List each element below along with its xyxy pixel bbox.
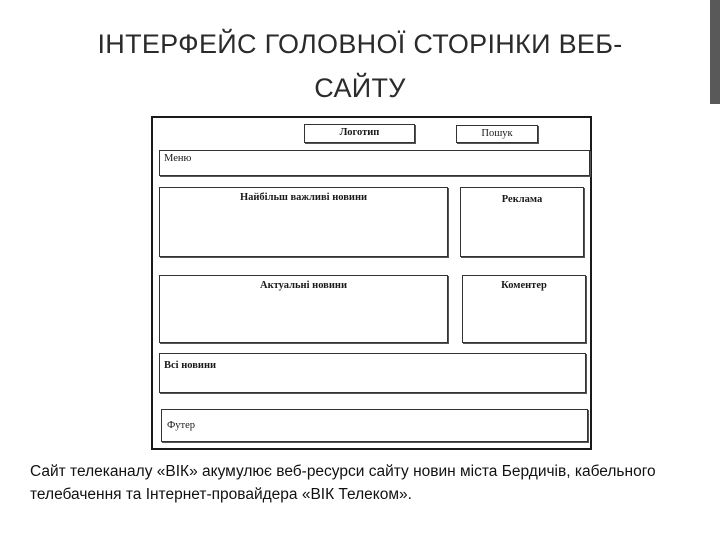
current-news-block-label: Актуальні новини [260, 280, 347, 291]
logo-block [304, 124, 415, 143]
top-news-block-label: Найбільш важливі новини [239, 192, 368, 203]
search-block-label: Пошук [481, 128, 513, 139]
search-block [456, 125, 538, 143]
slide-accent-bar [710, 0, 720, 104]
current-news-block [159, 275, 448, 343]
ads-block [460, 187, 584, 257]
slide-title-line-2: САЙТУ [314, 73, 406, 103]
top-news-block [159, 187, 448, 257]
menu-block [159, 150, 590, 176]
all-news-block [159, 353, 586, 393]
slide-title [60, 22, 660, 110]
commenter-block [462, 275, 586, 343]
logo-block-label: Логотип [339, 127, 380, 138]
slide-title-line-1: ІНТЕРФЕЙС ГОЛОВНОЇ СТОРІНКИ ВЕБ- [97, 29, 623, 59]
slide-caption: Сайт телеканалу «ВІК» акумулює веб-ресурси сайту новин міста Бердичів, кабельного телебачення та Інтернет-провайдера «ВІК Телеком». [30, 463, 656, 503]
footer-block-label: Футер [167, 420, 196, 431]
homepage-wireframe [151, 116, 592, 450]
ads-block-label: Реклама [501, 194, 543, 205]
footer-block [161, 409, 588, 442]
commenter-block-label: Коментер [501, 280, 547, 291]
all-news-block-label: Всі новини [164, 360, 217, 371]
menu-block-label: Меню [164, 153, 192, 164]
